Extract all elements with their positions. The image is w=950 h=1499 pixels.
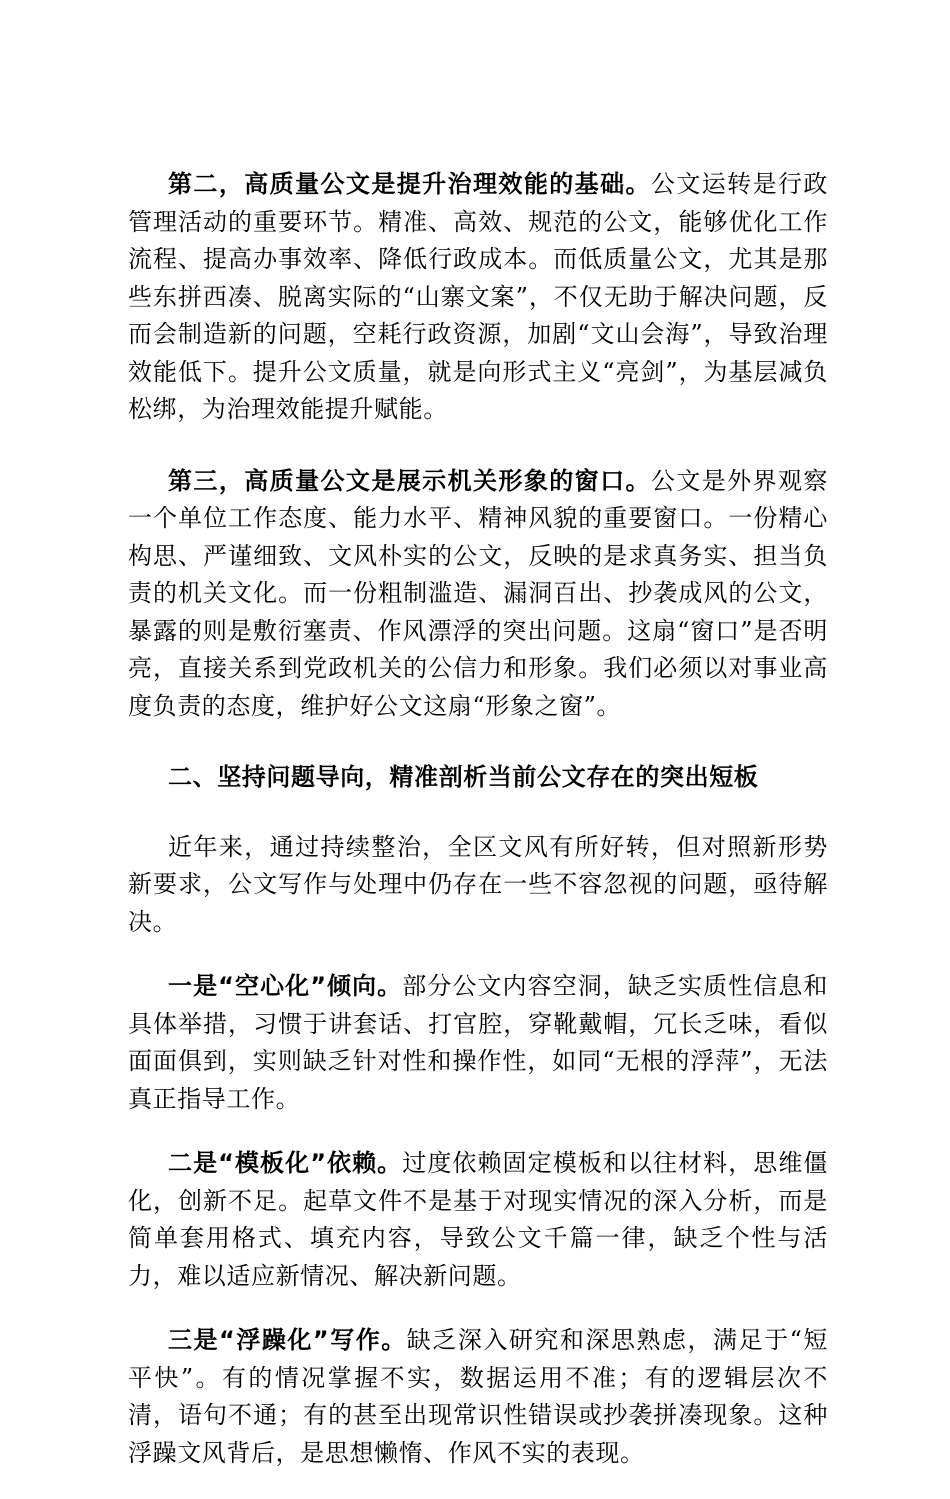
paragraph-lead: 一是“空心化”倾向。 [168, 972, 403, 1000]
paragraph-intro: 近年来，通过持续整治，全区文风有所好转，但对照新形势新要求，公文写作与处理中仍存在一些不容忽视的问题，亟待解决。 [128, 832, 828, 936]
paragraph-issue-impetuous [128, 1322, 828, 1472]
paragraph-text: 过度依赖固定模板和以往材料，思维僵化，创新不足。起草文件不是基于对现实情况的深入分析，而是简单套用格式、填充内容，导致公文千篇一律，缺乏个性与活力，难以适应新情况、解决新问题。 [128, 1149, 829, 1290]
paragraph-lead: 二是“模板化”依赖。 [168, 1149, 403, 1177]
paragraph-lead: 第二，高质量公文是提升治理效能的基础。 [168, 170, 651, 198]
paragraph-agency-image [128, 463, 828, 726]
paragraph-issue-template [128, 1145, 828, 1295]
paragraph-text: 公文是外界观察一个单位工作态度、能力水平、精神风貌的重要窗口。一份精心构思、严谨细致、文风朴实的公文，反映的是求真务实、担当负责的机关文化。而一份粗制滥造、漏洞百出、抄袭成风的公文，暴露的则是敷衍塞责、作风漂浮的突出问题。这扇“窗口”是否明亮，直接关系到党政机关的公信力和形象。我们必须以对事业高度负责的态度，维护好公文这扇“形象之窗”。 [128, 466, 828, 720]
paragraph-text: 部分公文内容空洞，缺乏实质性信息和具体举措，习惯于讲套话、打官腔，穿靴戴帽，冗长乏味，看似面面俱到，实则缺乏针对性和操作性，如同“无根的浮萍”，无法真正指导工作。 [128, 972, 829, 1113]
paragraph-lead: 第三，高质量公文是展示机关形象的窗口。 [168, 466, 651, 495]
paragraph-text: 公文运转是行政管理活动的重要环节。精准、高效、规范的公文，能够优化工作流程、提高办事效率、降低行政成本。而低质量公文，尤其是那些东拼西凑、脱离实际的“山寨文案”，不仅无助于解决问题，反而会制造新的问题，空耗行政资源，加剧“文山会海”，导致治理效能低下。提升公文质量，就是向形式主义“亮剑”，为基层减负松绑，为治理效能提升赋能。 [128, 170, 828, 423]
section-heading: 二、坚持问题导向，精准剖析当前公文存在的突出短板 [168, 763, 759, 791]
paragraph-text: 缺乏深入研究和深思熟虑，满足于“短平快”。有的情况掌握不实，数据运用不准；有的逻辑层次不清，语句不通；有的甚至出现常识性错误或抄袭拼凑现象。这种浮躁文风背后，是思想懒惰、作风不实的表现。 [128, 1326, 829, 1467]
paragraph-issue-hollow [128, 968, 828, 1118]
document-body [128, 166, 828, 1499]
paragraph-governance-efficiency [128, 166, 828, 429]
paragraph-lead: 三是“浮躁化”写作。 [168, 1326, 407, 1354]
